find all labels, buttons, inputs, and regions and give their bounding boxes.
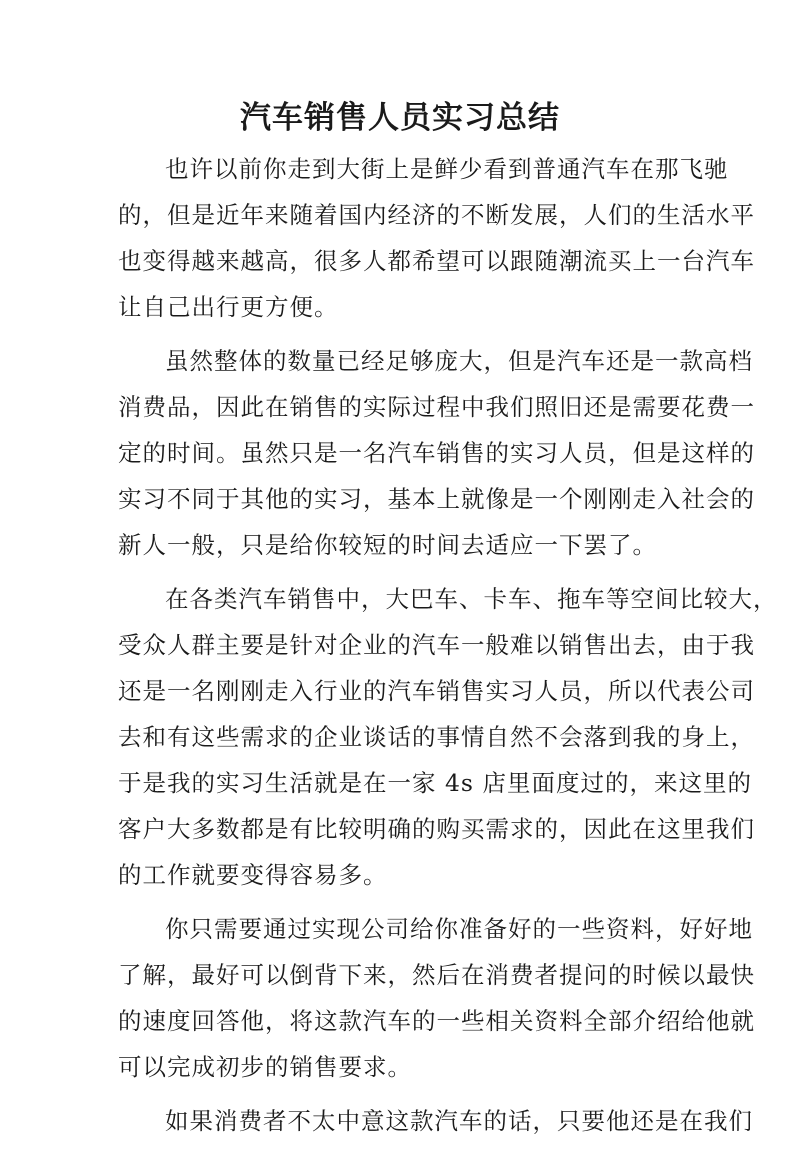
- paragraph-line: 的，但是近年来随着国内经济的不断发展，人们的生活水平: [118, 201, 755, 229]
- paragraph-1: [118, 146, 755, 330]
- paragraph-line: 的工作就要变得容易多。: [118, 861, 388, 889]
- paragraph-line: 实习不同于其他的实习，基本上就像是一个刚刚走入社会的: [118, 485, 755, 513]
- paragraph-line: 可以完成初步的销售要求。: [118, 1053, 412, 1081]
- paragraph-line: 消费品，因此在销售的实际过程中我们照旧还是需要花费一: [118, 393, 755, 421]
- paragraph-line: 于是我的实习生活就是在一家 4s 店里面度过的，来这里的: [118, 769, 752, 797]
- paragraph-line: 的速度回答他，将这款汽车的一些相关资料全部介绍给他就: [118, 1007, 755, 1035]
- paragraph-line: 还是一名刚刚走入行业的汽车销售实习人员，所以代表公司: [118, 677, 755, 705]
- paragraph-4: [118, 906, 755, 1090]
- paragraph-line: 新人一般，只是给你较短的时间去适应一下罢了。: [118, 531, 657, 559]
- paragraph-line: 受众人群主要是针对企业的汽车一般难以销售出去，由于我: [118, 631, 755, 659]
- paragraph-line: 定的时间。虽然只是一名汽车销售的实习人员，但是这样的: [118, 439, 755, 467]
- paragraph-2: [118, 338, 755, 568]
- paragraph-line: 客户大多数都是有比较明确的购买需求的，因此在这里我们: [118, 815, 755, 843]
- paragraph-line: 去和有这些需求的企业谈话的事情自然不会落到我的身上，: [118, 723, 755, 751]
- document-body: [118, 146, 778, 1152]
- paragraph-line: 虽然整体的数量已经足够庞大，但是汽车还是一款高档: [165, 347, 753, 375]
- paragraph-3: [118, 576, 778, 898]
- paragraph-line: 你只需要通过实现公司给你准备好的一些资料，好好地: [165, 915, 753, 943]
- paragraph-line: 在各类汽车销售中，大巴车、卡车、拖车等空间比较大，: [165, 585, 778, 613]
- paragraph-line: 让自己出行更方便。: [118, 293, 339, 321]
- paragraph-line: 也变得越来越高，很多人都希望可以跟随潮流买上一台汽车: [118, 247, 755, 275]
- paragraph-5: [118, 1098, 753, 1144]
- document-title: 汽车销售人员实习总结: [240, 100, 560, 136]
- paragraph-line: 如果消费者不太中意这款汽车的话，只要他还是在我们: [165, 1107, 753, 1135]
- paragraph-line: 也许以前你走到大街上是鲜少看到普通汽车在那飞驰: [165, 155, 729, 183]
- paragraph-line: 了解，最好可以倒背下来，然后在消费者提问的时候以最快: [118, 961, 755, 989]
